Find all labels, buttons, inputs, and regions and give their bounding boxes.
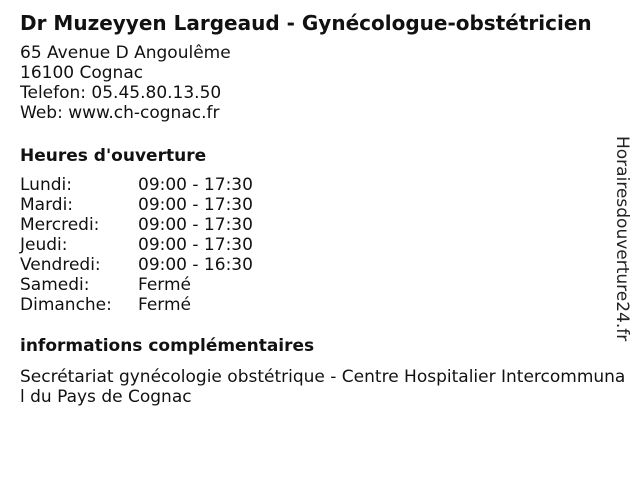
hours-time: 09:00 - 17:30 xyxy=(138,175,253,195)
hours-time: 09:00 - 17:30 xyxy=(138,215,253,235)
opening-hours-heading: Heures d'ouverture xyxy=(20,146,207,166)
hours-day: Mercredi: xyxy=(20,215,100,235)
hours-day: Jeudi: xyxy=(20,235,68,255)
hours-time: 09:00 - 17:30 xyxy=(138,235,253,255)
hours-row-friday xyxy=(20,255,630,275)
hours-day: Lundi: xyxy=(20,175,72,195)
hours-time: 09:00 - 17:30 xyxy=(138,195,253,215)
additional-info-heading: informations complémentaires xyxy=(20,336,315,356)
business-card xyxy=(20,10,630,407)
street-address: 65 Avenue D Angoulême xyxy=(20,43,231,63)
hours-row-monday xyxy=(20,175,630,195)
hours-time: Fermé xyxy=(138,295,192,315)
additional-info-text: Secrétariat gynécologie obstétrique - Centre Hospitalier Intercommunal du Pays de Cognac xyxy=(20,367,626,407)
phone-number: Telefon: 05.45.80.13.50 xyxy=(20,83,222,103)
site-watermark: Horairesdouverture24.fr xyxy=(612,136,632,342)
hours-row-tuesday xyxy=(20,195,630,215)
hours-row-saturday xyxy=(20,275,630,295)
hours-day: Mardi: xyxy=(20,195,74,215)
hours-day: Dimanche: xyxy=(20,295,112,315)
page-title: Dr Muzeyyen Largeaud - Gynécologue-obstétricien xyxy=(20,11,592,35)
opening-hours-table xyxy=(20,175,630,315)
hours-day: Vendredi: xyxy=(20,255,101,275)
postal-city: 16100 Cognac xyxy=(20,63,144,83)
hours-row-thursday xyxy=(20,235,630,255)
hours-day: Samedi: xyxy=(20,275,90,295)
hours-row-wednesday xyxy=(20,215,630,235)
hours-time: Fermé xyxy=(138,275,192,295)
address-block xyxy=(20,43,630,123)
website: Web: www.ch-cognac.fr xyxy=(20,103,220,123)
hours-row-sunday xyxy=(20,295,630,315)
hours-time: 09:00 - 16:30 xyxy=(138,255,253,275)
